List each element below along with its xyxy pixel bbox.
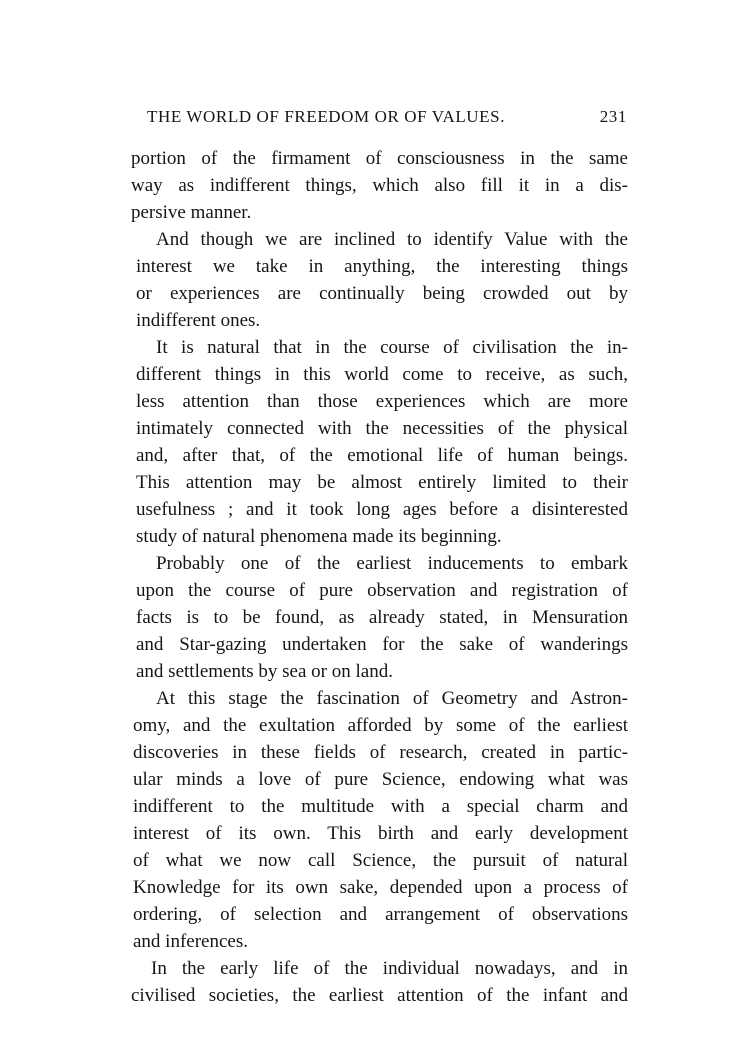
text-line: portion of the firmament of consciousness in the same xyxy=(131,148,628,169)
text-line: and inferences. xyxy=(133,931,248,952)
running-title: THE WORLD OF FREEDOM OR OF VALUES. xyxy=(147,107,506,126)
text-line: of what we now call Science, the pursuit of natural xyxy=(133,850,628,871)
text-line: interest of its own. This birth and early development xyxy=(133,823,628,844)
text-line: upon the course of pure observation and registration of xyxy=(136,580,628,601)
text-line: This attention may be almost entirely limited to their xyxy=(136,472,628,493)
text-line: At this stage the fascination of Geometry and Astron- xyxy=(156,688,628,709)
text-line: and, after that, of the emotional life of human beings. xyxy=(136,445,628,466)
text-line: less attention than those experiences which are more xyxy=(136,391,628,412)
text-line: interest we take in anything, the interesting things xyxy=(136,256,628,277)
page-number: 231 xyxy=(599,107,627,126)
text-line: And though we are inclined to identify Value with the xyxy=(156,229,628,250)
text-line: intimately connected with the necessities of the physical xyxy=(136,418,628,439)
text-line: ular minds a love of pure Science, endowing what was xyxy=(133,769,628,790)
text-line: indifferent to the multitude with a special charm and xyxy=(133,796,628,817)
text-line: ordering, of selection and arrangement of observations xyxy=(133,904,628,925)
text-line: indifferent ones. xyxy=(136,310,261,331)
text-line: different things in this world come to receive, as such, xyxy=(136,364,628,385)
text-line: It is natural that in the course of civilisation the in- xyxy=(156,337,628,358)
text-line: and Star-gazing undertaken for the sake of wanderings xyxy=(136,634,628,655)
text-line: way as indifferent things, which also fill it in a dis- xyxy=(131,175,628,196)
text-line: or experiences are continually being crowded out by xyxy=(136,283,628,304)
text-line: civilised societies, the earliest attention of the infant and xyxy=(131,985,628,1006)
text-line: usefulness ; and it took long ages before a disinterested xyxy=(136,499,628,520)
text-line: discoveries in these fields of research, created in partic- xyxy=(133,742,628,763)
text-line: omy, and the exultation afforded by some of the earliest xyxy=(133,715,628,736)
text-line: In the early life of the individual nowadays, and in xyxy=(151,958,628,979)
text-line: facts is to be found, as already stated, in Mensuration xyxy=(136,607,628,628)
text-line: Probably one of the earliest inducements to embark xyxy=(156,553,628,574)
text-line: persive manner. xyxy=(131,202,252,223)
text-line: Knowledge for its own sake, depended upon a process of xyxy=(133,877,628,898)
text-line: and settlements by sea or on land. xyxy=(136,661,393,682)
text-line: study of natural phenomena made its beginning. xyxy=(136,526,502,547)
body-text xyxy=(131,0,628,1050)
